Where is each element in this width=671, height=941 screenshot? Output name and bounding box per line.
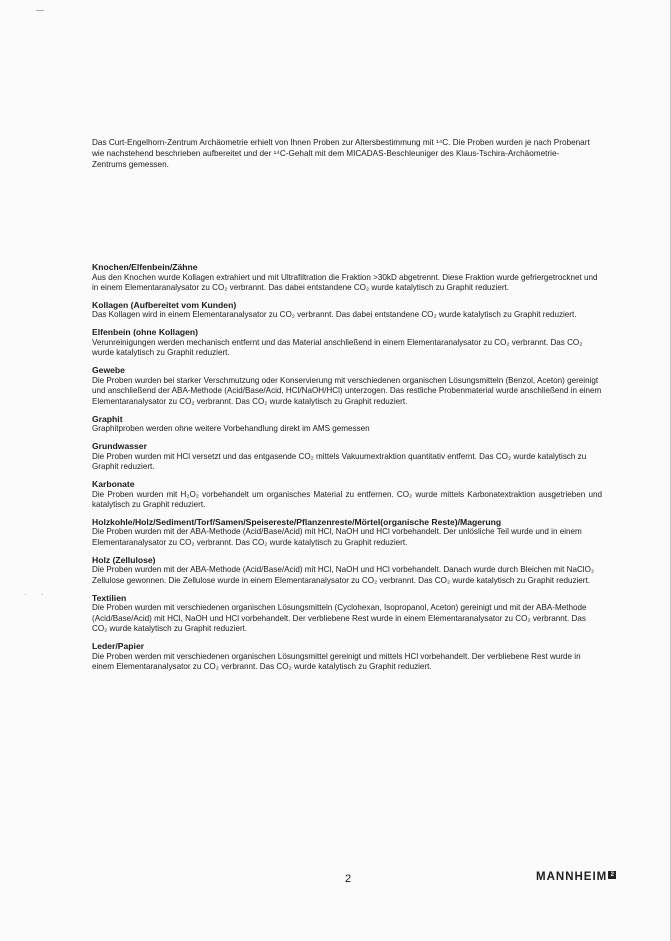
- section-text: Aus den Knochen wurde Kollagen extrahiert und mit Ultrafiltration die Fraktion >30kD abgetrennt. Diese Fraktion wurde gefriergetrocknet und in einem Elementaranalysator zu CO₂ verbrannt. Das dabei entstandene CO₂ wurde katalytisch zu Graphit reduziert.: [92, 272, 598, 292]
- section-text: Verunreinigungen werden mechanisch entfernt und das Material anschließend in einem Elementaranalysator zu CO₂ verbrannt. Das CO₂ wurde katalytisch zu Graphit reduziert.: [92, 337, 583, 358]
- section-text: Die Proben wurden mit der ABA-Methode (Acid/Base/Acid) mit HCl, NaOH und HCl vorbehandelt. Danach wurde durch Bleichen mit NaClO₂ Zellulose gewonnen. Die Zellulose wurde in einem Elementaranalysator zu CO₂ verbrannt. Das CO₂ wurde katalytisch zu Graphit reduziert.: [92, 565, 595, 585]
- section-title: Holzkohle/Holz/Sediment/Torf/Samen/Speisereste/Pflanzenreste/Mörtel(organische Reste)/Magerung: [92, 516, 502, 527]
- section-karbonate: [92, 479, 602, 510]
- section-title: Grundwasser: [92, 441, 147, 452]
- section-title: Elfenbein (ohne Kollagen): [92, 327, 198, 338]
- section-title: Holz (Zellulose): [92, 554, 156, 565]
- section-text: Die Proben wurden bei starker Verschmutzung oder Konservierung mit verschiedenen organischen Lösungsmitteln (Benzol, Aceton) gereinigt und anschließend der ABA-Methode (Acid/Base/Acid, HCl/NaOH/HCl) unterzogen. Das restliche Probenmaterial wurde anschließend in einem Elementaranalysator zu CO₂ verbrannt. Das CO₂ wurde katalytisch zu Graphit reduziert.: [92, 375, 602, 406]
- section-elfenbein: [92, 327, 602, 358]
- section-text: Die Proben werden mit verschiedenen organischen Lösungsmittel gereinigt und mittels HCl vorbehandelt. Der verbliebene Rest wurde in einem Elementaranalysator zu CO₂ verbrannt. Das CO₂ wurde katalytisch zu Graphit reduziert.: [92, 651, 581, 671]
- section-title: Gewebe: [92, 365, 125, 376]
- section-gewebe: [92, 365, 602, 407]
- section-holzkohle: [92, 517, 602, 548]
- section-title: Karbonate: [92, 479, 135, 490]
- mannheim-logo: [536, 871, 616, 883]
- section-title: Knochen/Elfenbein/Zähne: [92, 262, 198, 272]
- section-text: Die Proben wurden mit der ABA-Methode (Acid/Base/Acid) mit HCl, NaOH und HCl vorbehandelt. Der unlösliche Teil wurde und in einem Elementaranalysator zu CO₂ verbrannt. Das CO₂ wurde katalytisch zu Graphit reduziert.: [92, 527, 582, 547]
- method-sections: [92, 262, 602, 679]
- section-grundwasser: [92, 441, 602, 472]
- intro-paragraph: Das Curt-Engelhorn-Zentrum Archäometrie erhielt von Ihnen Proben zur Altersbestimmung mit ¹⁴C. Die Proben wurden je nach Probenart wie nachstehend beschrieben aufbereitet und der ¹⁴C-Gehalt mit dem MICADAS-Beschleuniger des Klaus-Tschira-Archäometrie-Zentrums gemessen.: [92, 138, 590, 169]
- section-title: Leder/Papier: [92, 641, 145, 652]
- section-kollagen: [92, 300, 602, 321]
- scan-specks: · ·: [24, 590, 50, 599]
- section-leder-papier: [92, 641, 602, 672]
- section-text: Das Kollagen wird in einem Elementaranalysator zu CO₂ verbrannt. Das dabei entstandene CO₂ wurde katalytisch zu Graphit reduziert.: [92, 310, 577, 320]
- logo-text: MANNHEIM: [536, 871, 608, 883]
- section-graphit: [92, 414, 602, 435]
- section-holz-zellulose: [92, 555, 602, 586]
- section-text: Die Proben wurden mit H₂O₂ vorbehandelt um organisches Material zu entfernen. CO₂ wurde mittels Karbonatextraktion ausgetrieben und katalytisch zu Graphit reduziert.: [92, 489, 602, 509]
- section-title: Textilien: [92, 592, 127, 603]
- scan-mark: [36, 10, 44, 11]
- section-text: Die Proben wurden mit verschiedenen organischen Lösungsmitteln (Cyclohexan, Isopropanol, Aceton) gereinigt und mit der ABA-Methode (Acid/Base/Acid) mit HCl, NaOH und HCl vorbehandelt. Der verbliebene Rest wurde in einem Elementaranalysator zu CO₂ verbrannt. Das CO₂ wurde katalytisch zu Graphit reduziert.: [92, 603, 587, 634]
- section-title: Kollagen (Aufbereitet vom Kunden): [92, 299, 237, 310]
- section-text: Graphitproben werden ohne weitere Vorbehandlung direkt im AMS gemessen: [92, 424, 370, 434]
- page-number: 2: [344, 873, 352, 885]
- section-textilien: [92, 593, 602, 635]
- logo-square-icon: 2: [608, 871, 616, 879]
- section-knochen: [92, 262, 602, 293]
- section-title: Graphit: [92, 413, 123, 424]
- section-text: Die Proben wurden mit HCl versetzt und das entgasende CO₂ mittels Vakuumextraktion quantitativ entfernt. Das CO₂ wurde katalytisch zu Graphit reduziert.: [92, 451, 587, 472]
